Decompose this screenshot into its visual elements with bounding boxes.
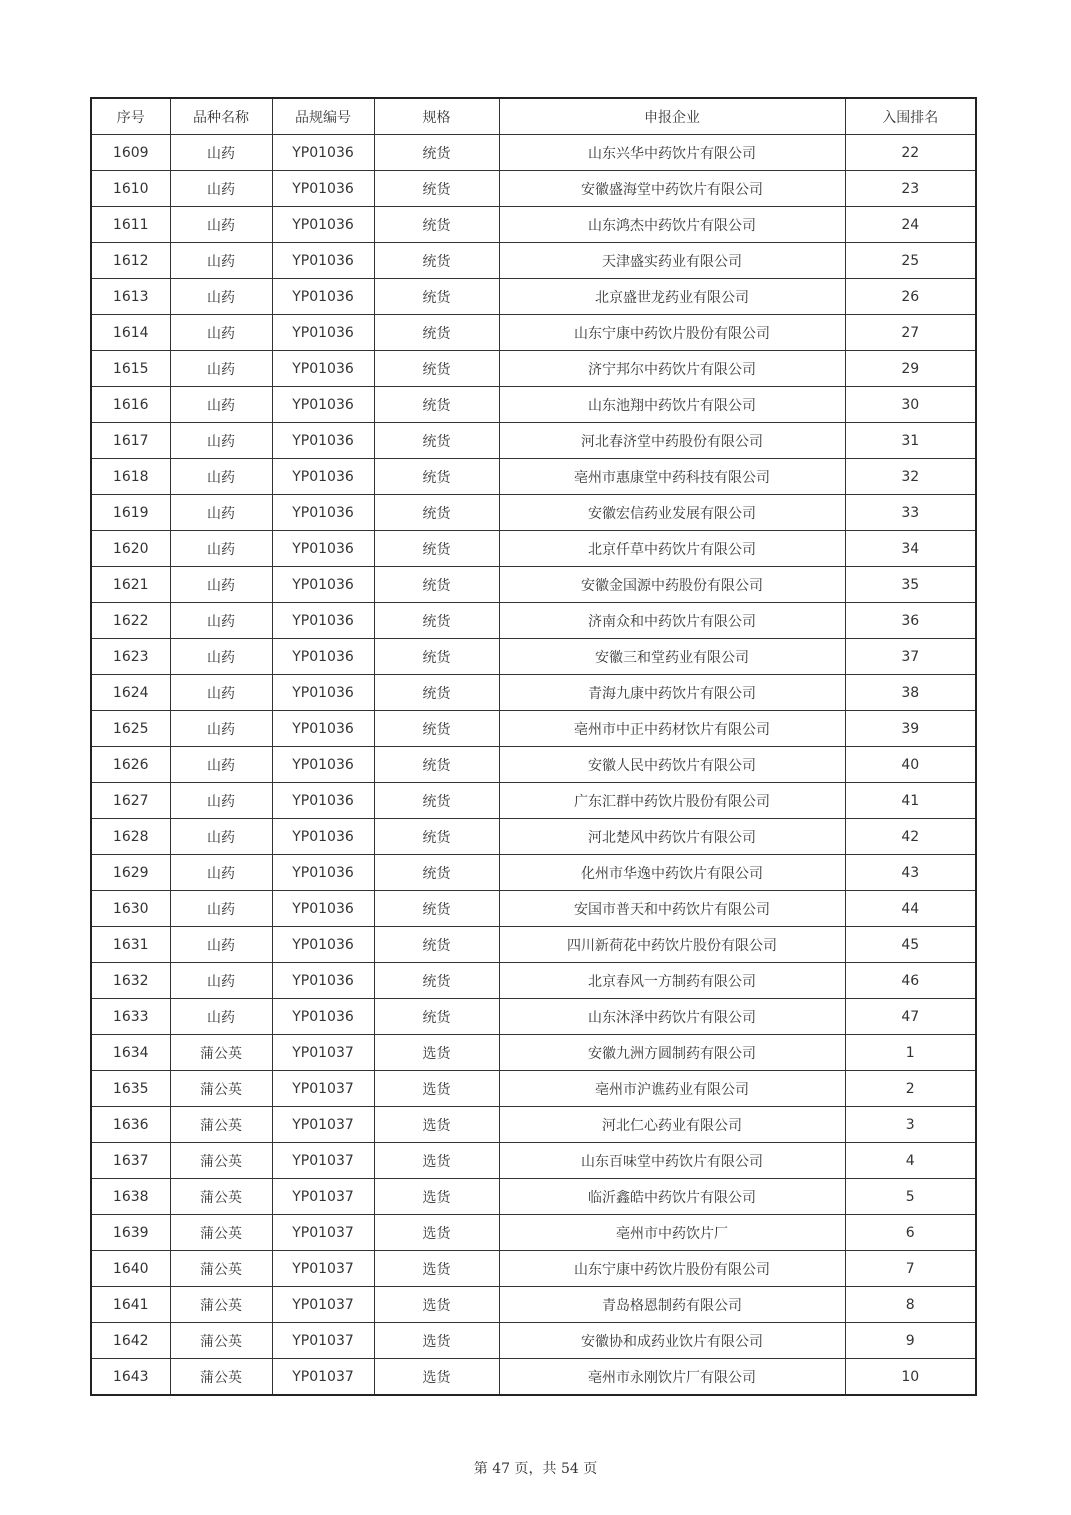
cell-spec: 统货 xyxy=(374,675,499,711)
cell-company: 青海九康中药饮片有限公司 xyxy=(499,675,845,711)
cell-variety-name: 山药 xyxy=(170,387,272,423)
table-row xyxy=(91,351,976,387)
table-row xyxy=(91,1035,976,1071)
cell-spec: 统货 xyxy=(374,279,499,315)
cell-variety-name: 蒲公英 xyxy=(170,1107,272,1143)
cell-seq: 1621 xyxy=(91,567,170,603)
header-spec: 规格 xyxy=(374,98,499,135)
table-header xyxy=(91,98,976,135)
cell-spec-code: YP01037 xyxy=(272,1179,374,1215)
cell-company: 山东鸿杰中药饮片有限公司 xyxy=(499,207,845,243)
cell-spec: 统货 xyxy=(374,351,499,387)
cell-spec-code: YP01037 xyxy=(272,1251,374,1287)
table-row xyxy=(91,171,976,207)
cell-rank: 41 xyxy=(845,783,976,819)
cell-spec: 统货 xyxy=(374,963,499,999)
cell-variety-name: 山药 xyxy=(170,243,272,279)
cell-spec-code: YP01036 xyxy=(272,675,374,711)
header-company: 申报企业 xyxy=(499,98,845,135)
cell-rank: 22 xyxy=(845,135,976,171)
cell-rank: 45 xyxy=(845,927,976,963)
cell-seq: 1624 xyxy=(91,675,170,711)
cell-spec: 统货 xyxy=(374,315,499,351)
cell-rank: 35 xyxy=(845,567,976,603)
cell-spec: 统货 xyxy=(374,243,499,279)
cell-rank: 10 xyxy=(845,1359,976,1396)
cell-seq: 1641 xyxy=(91,1287,170,1323)
cell-spec-code: YP01036 xyxy=(272,747,374,783)
cell-rank: 36 xyxy=(845,603,976,639)
cell-seq: 1640 xyxy=(91,1251,170,1287)
table-row xyxy=(91,1143,976,1179)
cell-rank: 34 xyxy=(845,531,976,567)
cell-variety-name: 蒲公英 xyxy=(170,1071,272,1107)
cell-spec: 选货 xyxy=(374,1251,499,1287)
table-row xyxy=(91,315,976,351)
cell-spec-code: YP01036 xyxy=(272,711,374,747)
cell-variety-name: 山药 xyxy=(170,855,272,891)
cell-variety-name: 山药 xyxy=(170,819,272,855)
cell-rank: 44 xyxy=(845,891,976,927)
cell-company: 北京盛世龙药业有限公司 xyxy=(499,279,845,315)
cell-seq: 1622 xyxy=(91,603,170,639)
cell-spec: 统货 xyxy=(374,855,499,891)
table-row xyxy=(91,963,976,999)
cell-spec-code: YP01036 xyxy=(272,459,374,495)
cell-company: 济宁邦尔中药饮片有限公司 xyxy=(499,351,845,387)
cell-spec-code: YP01036 xyxy=(272,855,374,891)
cell-variety-name: 山药 xyxy=(170,747,272,783)
table-row xyxy=(91,1107,976,1143)
cell-variety-name: 蒲公英 xyxy=(170,1323,272,1359)
cell-seq: 1617 xyxy=(91,423,170,459)
cell-variety-name: 蒲公英 xyxy=(170,1143,272,1179)
cell-seq: 1616 xyxy=(91,387,170,423)
cell-spec-code: YP01037 xyxy=(272,1215,374,1251)
cell-spec-code: YP01036 xyxy=(272,531,374,567)
table-row xyxy=(91,639,976,675)
table-row xyxy=(91,927,976,963)
cell-seq: 1611 xyxy=(91,207,170,243)
cell-spec: 统货 xyxy=(374,999,499,1035)
cell-rank: 8 xyxy=(845,1287,976,1323)
cell-seq: 1632 xyxy=(91,963,170,999)
cell-spec-code: YP01036 xyxy=(272,387,374,423)
cell-variety-name: 山药 xyxy=(170,207,272,243)
cell-seq: 1638 xyxy=(91,1179,170,1215)
cell-variety-name: 蒲公英 xyxy=(170,1179,272,1215)
cell-spec-code: YP01036 xyxy=(272,423,374,459)
cell-seq: 1612 xyxy=(91,243,170,279)
cell-rank: 3 xyxy=(845,1107,976,1143)
cell-variety-name: 山药 xyxy=(170,603,272,639)
cell-spec-code: YP01036 xyxy=(272,351,374,387)
table-row xyxy=(91,459,976,495)
cell-seq: 1610 xyxy=(91,171,170,207)
cell-spec-code: YP01036 xyxy=(272,567,374,603)
table-row xyxy=(91,567,976,603)
cell-seq: 1628 xyxy=(91,819,170,855)
cell-variety-name: 山药 xyxy=(170,495,272,531)
cell-spec: 选货 xyxy=(374,1035,499,1071)
cell-seq: 1636 xyxy=(91,1107,170,1143)
cell-spec-code: YP01036 xyxy=(272,927,374,963)
table-row xyxy=(91,1323,976,1359)
header-row xyxy=(91,98,976,135)
cell-spec: 选货 xyxy=(374,1143,499,1179)
cell-variety-name: 山药 xyxy=(170,891,272,927)
cell-variety-name: 蒲公英 xyxy=(170,1215,272,1251)
cell-spec-code: YP01037 xyxy=(272,1107,374,1143)
cell-spec: 统货 xyxy=(374,783,499,819)
cell-spec: 统货 xyxy=(374,207,499,243)
cell-company: 广东汇群中药饮片股份有限公司 xyxy=(499,783,845,819)
cell-company: 安徽宏信药业发展有限公司 xyxy=(499,495,845,531)
cell-company: 天津盛实药业有限公司 xyxy=(499,243,845,279)
cell-spec: 统货 xyxy=(374,423,499,459)
cell-rank: 46 xyxy=(845,963,976,999)
cell-spec-code: YP01037 xyxy=(272,1359,374,1396)
cell-spec: 选货 xyxy=(374,1215,499,1251)
cell-seq: 1634 xyxy=(91,1035,170,1071)
cell-spec-code: YP01037 xyxy=(272,1035,374,1071)
cell-spec: 统货 xyxy=(374,711,499,747)
cell-seq: 1623 xyxy=(91,639,170,675)
cell-seq: 1615 xyxy=(91,351,170,387)
cell-company: 亳州市沪谯药业有限公司 xyxy=(499,1071,845,1107)
cell-seq: 1609 xyxy=(91,135,170,171)
table-row xyxy=(91,711,976,747)
table-row xyxy=(91,675,976,711)
cell-variety-name: 山药 xyxy=(170,315,272,351)
cell-spec-code: YP01036 xyxy=(272,279,374,315)
cell-variety-name: 山药 xyxy=(170,531,272,567)
cell-spec-code: YP01036 xyxy=(272,171,374,207)
cell-company: 河北仁心药业有限公司 xyxy=(499,1107,845,1143)
cell-seq: 1620 xyxy=(91,531,170,567)
table-body xyxy=(91,135,976,1396)
table-row xyxy=(91,531,976,567)
cell-spec: 统货 xyxy=(374,135,499,171)
cell-company: 安徽三和堂药业有限公司 xyxy=(499,639,845,675)
table-row xyxy=(91,207,976,243)
cell-company: 安徽协和成药业饮片有限公司 xyxy=(499,1323,845,1359)
cell-rank: 39 xyxy=(845,711,976,747)
cell-variety-name: 山药 xyxy=(170,567,272,603)
cell-rank: 29 xyxy=(845,351,976,387)
cell-variety-name: 蒲公英 xyxy=(170,1035,272,1071)
table-row xyxy=(91,135,976,171)
cell-seq: 1630 xyxy=(91,891,170,927)
table-row xyxy=(91,1287,976,1323)
cell-seq: 1631 xyxy=(91,927,170,963)
cell-company: 山东百味堂中药饮片有限公司 xyxy=(499,1143,845,1179)
cell-variety-name: 山药 xyxy=(170,135,272,171)
cell-company: 四川新荷花中药饮片股份有限公司 xyxy=(499,927,845,963)
cell-spec: 统货 xyxy=(374,927,499,963)
cell-variety-name: 山药 xyxy=(170,423,272,459)
cell-spec-code: YP01036 xyxy=(272,891,374,927)
cell-rank: 24 xyxy=(845,207,976,243)
cell-spec: 统货 xyxy=(374,747,499,783)
table-row xyxy=(91,279,976,315)
cell-variety-name: 山药 xyxy=(170,711,272,747)
cell-seq: 1635 xyxy=(91,1071,170,1107)
table-row xyxy=(91,1071,976,1107)
cell-rank: 5 xyxy=(845,1179,976,1215)
table-row xyxy=(91,423,976,459)
cell-rank: 40 xyxy=(845,747,976,783)
bid-results-table xyxy=(90,97,977,1396)
cell-rank: 25 xyxy=(845,243,976,279)
cell-variety-name: 山药 xyxy=(170,459,272,495)
cell-company: 山东池翔中药饮片有限公司 xyxy=(499,387,845,423)
cell-spec: 统货 xyxy=(374,459,499,495)
cell-spec: 统货 xyxy=(374,567,499,603)
cell-seq: 1642 xyxy=(91,1323,170,1359)
table-row xyxy=(91,855,976,891)
cell-variety-name: 山药 xyxy=(170,999,272,1035)
cell-seq: 1619 xyxy=(91,495,170,531)
table-row xyxy=(91,243,976,279)
cell-rank: 2 xyxy=(845,1071,976,1107)
cell-rank: 38 xyxy=(845,675,976,711)
cell-spec: 统货 xyxy=(374,531,499,567)
cell-variety-name: 蒲公英 xyxy=(170,1287,272,1323)
cell-spec: 选货 xyxy=(374,1323,499,1359)
header-spec-code: 品规编号 xyxy=(272,98,374,135)
cell-rank: 47 xyxy=(845,999,976,1035)
cell-rank: 1 xyxy=(845,1035,976,1071)
cell-rank: 4 xyxy=(845,1143,976,1179)
header-variety-name: 品种名称 xyxy=(170,98,272,135)
cell-spec-code: YP01036 xyxy=(272,999,374,1035)
cell-spec: 统货 xyxy=(374,639,499,675)
cell-spec: 选货 xyxy=(374,1359,499,1396)
cell-spec-code: YP01036 xyxy=(272,783,374,819)
table-row xyxy=(91,891,976,927)
cell-seq: 1637 xyxy=(91,1143,170,1179)
cell-company: 河北春济堂中药股份有限公司 xyxy=(499,423,845,459)
cell-company: 安徽九洲方圆制药有限公司 xyxy=(499,1035,845,1071)
table-row xyxy=(91,1251,976,1287)
cell-spec-code: YP01037 xyxy=(272,1287,374,1323)
cell-seq: 1626 xyxy=(91,747,170,783)
cell-variety-name: 蒲公英 xyxy=(170,1359,272,1396)
cell-company: 临沂鑫皓中药饮片有限公司 xyxy=(499,1179,845,1215)
cell-company: 安徽人民中药饮片有限公司 xyxy=(499,747,845,783)
cell-company: 山东宁康中药饮片股份有限公司 xyxy=(499,315,845,351)
cell-variety-name: 山药 xyxy=(170,963,272,999)
cell-seq: 1613 xyxy=(91,279,170,315)
cell-seq: 1639 xyxy=(91,1215,170,1251)
cell-spec-code: YP01036 xyxy=(272,243,374,279)
cell-spec-code: YP01036 xyxy=(272,495,374,531)
table-row xyxy=(91,747,976,783)
table-row xyxy=(91,819,976,855)
cell-rank: 32 xyxy=(845,459,976,495)
cell-variety-name: 蒲公英 xyxy=(170,1251,272,1287)
cell-spec: 选货 xyxy=(374,1287,499,1323)
cell-company: 青岛格恩制药有限公司 xyxy=(499,1287,845,1323)
cell-spec-code: YP01037 xyxy=(272,1323,374,1359)
cell-variety-name: 山药 xyxy=(170,279,272,315)
cell-company: 山东沐泽中药饮片有限公司 xyxy=(499,999,845,1035)
cell-seq: 1618 xyxy=(91,459,170,495)
cell-company: 河北楚风中药饮片有限公司 xyxy=(499,819,845,855)
header-seq: 序号 xyxy=(91,98,170,135)
cell-seq: 1627 xyxy=(91,783,170,819)
cell-spec-code: YP01037 xyxy=(272,1071,374,1107)
cell-rank: 43 xyxy=(845,855,976,891)
cell-variety-name: 山药 xyxy=(170,351,272,387)
cell-rank: 23 xyxy=(845,171,976,207)
cell-company: 化州市华逸中药饮片有限公司 xyxy=(499,855,845,891)
table-row xyxy=(91,387,976,423)
cell-spec: 统货 xyxy=(374,387,499,423)
cell-spec-code: YP01036 xyxy=(272,207,374,243)
table-row xyxy=(91,603,976,639)
table-row xyxy=(91,1215,976,1251)
cell-spec: 选货 xyxy=(374,1107,499,1143)
table-row xyxy=(91,495,976,531)
cell-spec-code: YP01036 xyxy=(272,963,374,999)
cell-spec-code: YP01037 xyxy=(272,1143,374,1179)
cell-rank: 31 xyxy=(845,423,976,459)
cell-spec: 统货 xyxy=(374,495,499,531)
header-rank: 入围排名 xyxy=(845,98,976,135)
cell-company: 安国市普天和中药饮片有限公司 xyxy=(499,891,845,927)
cell-spec: 统货 xyxy=(374,891,499,927)
cell-seq: 1614 xyxy=(91,315,170,351)
table-row xyxy=(91,1179,976,1215)
cell-spec: 统货 xyxy=(374,603,499,639)
cell-rank: 42 xyxy=(845,819,976,855)
cell-rank: 9 xyxy=(845,1323,976,1359)
cell-company: 山东宁康中药饮片股份有限公司 xyxy=(499,1251,845,1287)
cell-company: 山东兴华中药饮片有限公司 xyxy=(499,135,845,171)
cell-rank: 37 xyxy=(845,639,976,675)
cell-spec-code: YP01036 xyxy=(272,639,374,675)
cell-spec: 统货 xyxy=(374,171,499,207)
cell-spec-code: YP01036 xyxy=(272,603,374,639)
cell-rank: 7 xyxy=(845,1251,976,1287)
cell-company: 北京春风一方制药有限公司 xyxy=(499,963,845,999)
cell-variety-name: 山药 xyxy=(170,675,272,711)
cell-rank: 6 xyxy=(845,1215,976,1251)
cell-spec: 选货 xyxy=(374,1179,499,1215)
cell-company: 亳州市中药饮片厂 xyxy=(499,1215,845,1251)
cell-company: 安徽盛海堂中药饮片有限公司 xyxy=(499,171,845,207)
page-number: 第 47 页，共 54 页 xyxy=(473,1461,598,1477)
table-row xyxy=(91,999,976,1035)
cell-rank: 26 xyxy=(845,279,976,315)
cell-spec-code: YP01036 xyxy=(272,315,374,351)
cell-rank: 33 xyxy=(845,495,976,531)
cell-spec: 选货 xyxy=(374,1071,499,1107)
cell-seq: 1629 xyxy=(91,855,170,891)
cell-company: 北京仟草中药饮片有限公司 xyxy=(499,531,845,567)
cell-seq: 1633 xyxy=(91,999,170,1035)
cell-company: 亳州市永刚饮片厂有限公司 xyxy=(499,1359,845,1396)
cell-rank: 27 xyxy=(845,315,976,351)
cell-variety-name: 山药 xyxy=(170,171,272,207)
cell-spec: 统货 xyxy=(374,819,499,855)
cell-company: 济南众和中药饮片有限公司 xyxy=(499,603,845,639)
table-row xyxy=(91,1359,976,1396)
cell-variety-name: 山药 xyxy=(170,783,272,819)
cell-company: 亳州市惠康堂中药科技有限公司 xyxy=(499,459,845,495)
table-row xyxy=(91,783,976,819)
cell-company: 亳州市中正中药材饮片有限公司 xyxy=(499,711,845,747)
cell-company: 安徽金国源中药股份有限公司 xyxy=(499,567,845,603)
cell-spec-code: YP01036 xyxy=(272,819,374,855)
cell-seq: 1625 xyxy=(91,711,170,747)
cell-spec-code: YP01036 xyxy=(272,135,374,171)
cell-variety-name: 山药 xyxy=(170,639,272,675)
cell-seq: 1643 xyxy=(91,1359,170,1396)
cell-rank: 30 xyxy=(845,387,976,423)
cell-variety-name: 山药 xyxy=(170,927,272,963)
